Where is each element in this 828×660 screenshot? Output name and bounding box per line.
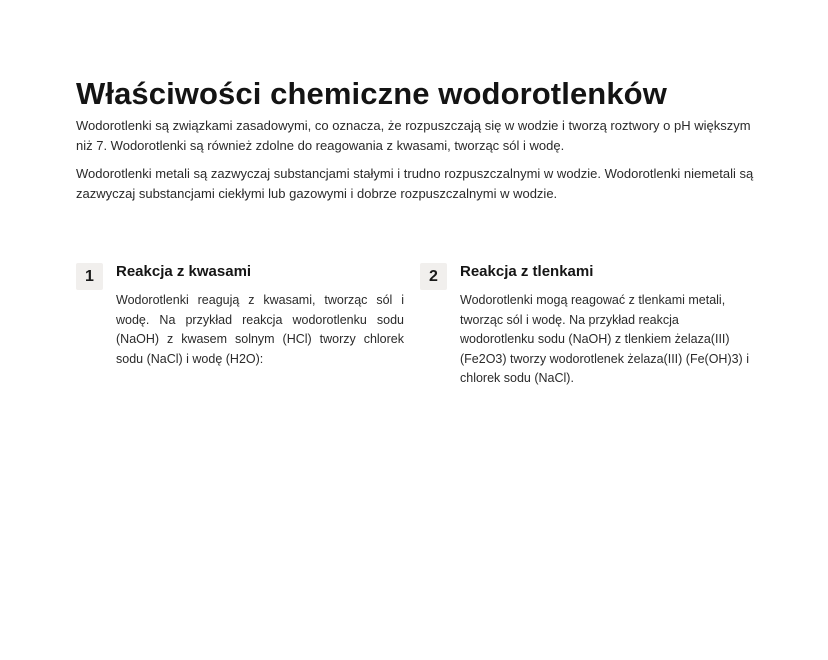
step-body: Wodorotlenki mogą reagować z tlenkami metali, tworząc sól i wodę. Na przykład reakcja wodorotlenku sodu (NaOH) z tlenkiem żelaza(III) (Fe2O3) tworzy wodorotlenek żelaza(III) (Fe(OH)3) i chlorek sodu (NaCl). <box>460 293 749 385</box>
step-number-badge: 1 <box>76 263 103 290</box>
step-title: Reakcja z kwasami <box>116 263 252 280</box>
step-number-badge: 2 <box>420 263 447 290</box>
intro-paragraph: Wodorotlenki są związkami zasadowymi, co oznacza, że rozpuszczają się w wodzie i tworzą roztwory o pH większym niż 7. Wodorotlenki są również zdolne do reagowania z kwasami, tworząc sól i wodę. <box>76 118 751 153</box>
intro-section <box>76 116 756 212</box>
step-content <box>116 262 404 369</box>
page-title: Właściwości chemiczne wodorotlenków <box>76 76 667 111</box>
step-body: Wodorotlenki reagują z kwasami, tworząc sól i wodę. Na przykład reakcja wodorotlenku sodu (NaOH) z kwasem solnym (HCl) tworzy chlorek sodu (NaCl) i wodę (H2O): <box>116 293 404 366</box>
step-title: Reakcja z tlenkami <box>460 263 594 280</box>
step-content <box>460 262 756 389</box>
intro-paragraph: Wodorotlenki metali są zazwyczaj substancjami stałymi i trudno rozpuszczalnymi w wodzie. Wodorotlenki niemetali są zazwyczaj substancjami ciekłymi lub gazowymi i dobrze rozpuszczalnymi w wodzie. <box>76 166 754 201</box>
